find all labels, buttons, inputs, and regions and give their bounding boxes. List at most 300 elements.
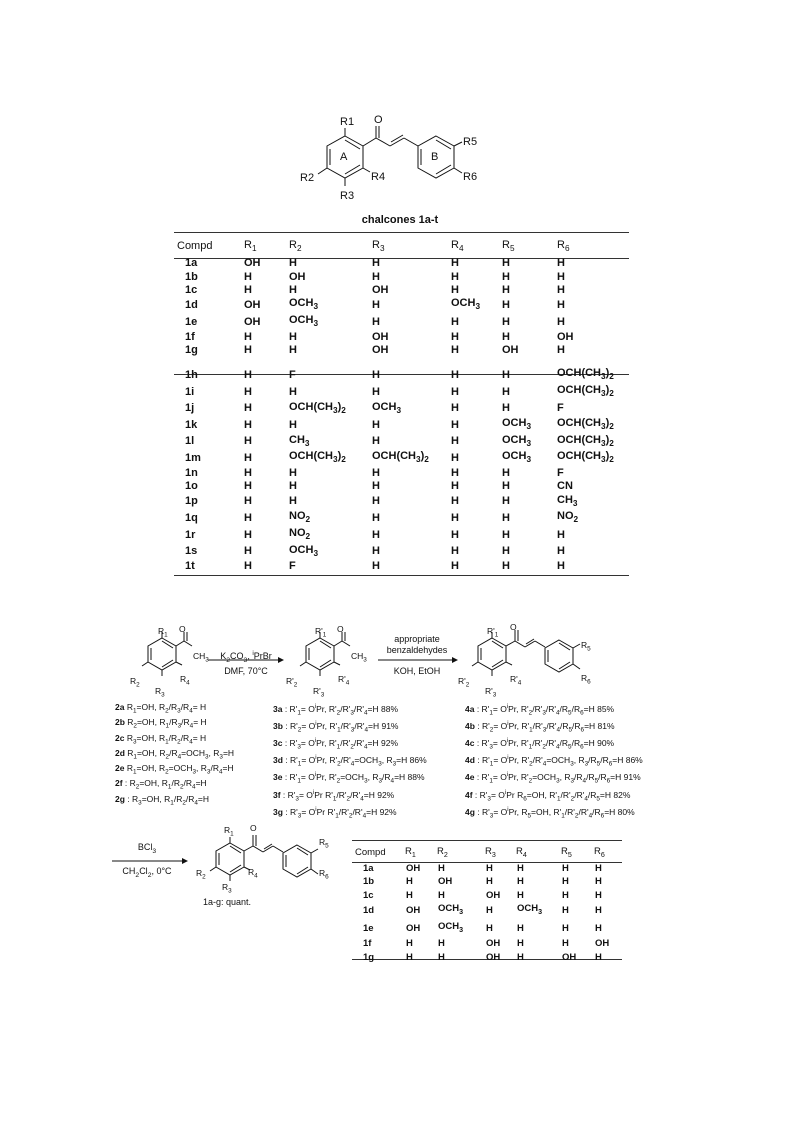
step2-reagents-top-2: benzaldehydes [386,645,448,655]
main-table-cell: H [557,299,565,311]
main-table-cell: H [557,284,565,296]
main-table-cell: H [557,257,565,270]
int-o: O [337,624,344,634]
main-table-row [177,527,632,544]
main-table-row [177,467,632,480]
main-table-cell: H [557,315,565,328]
main-table-cell: 1j [185,402,195,415]
small-table-cell: H [595,862,602,874]
main-table-cell: H [372,299,380,311]
r1-label: R1 [340,116,355,128]
main-table-cell: H [502,560,510,573]
compound-entry: 3a : $R'_1= O^iPr$, $R'_2/R'_3/R'_4=H$ 88% [273,703,399,717]
small-table-row [355,920,619,937]
main-table-cell: H [451,369,459,381]
small-table-cell: 1d [363,905,375,917]
main-table-row [177,417,632,434]
main-table-cell: H [557,528,565,541]
main-table-row [177,434,632,451]
small-table-cell: H [517,922,524,934]
small-table-row [355,862,619,876]
compound-entry: 3g : $R'_3= O^iPr$ $R'_1/R'_2/R'_4=H$ 92% [273,806,397,820]
main-table-cell: 1i [185,385,195,398]
prod-r4: $R_4$ [248,867,258,880]
main-table-cell: OH [244,299,261,311]
main-table-cell: $OCH_3$ [289,543,319,558]
main-table-cell: 1q [185,511,198,524]
small-table-cell: 1e [363,922,374,934]
main-table-row [177,494,632,511]
small-table-top-rule [352,840,622,841]
small-table-col-6: $R_6$ [594,846,605,859]
r5-label: R5 [463,136,478,148]
main-table-cell: H [502,270,510,283]
small-table-cell: H [406,876,413,888]
main-table-cell: H [372,495,380,508]
main-table-cell: H [557,545,565,558]
compound-entry: 2a $R_1=OH$, $R_2/R_3/R_4= H$ [115,702,207,715]
small-table-cell: 1c [363,889,374,901]
main-table-cell: F [557,466,564,479]
main-table-cell: $CH_3$ [289,433,310,448]
main-table-cell: H [557,344,565,356]
compound-entry: 4e : $R'_1= O^iPr$, $R'_2=OCH_3$, $R_3/R_4/R_5/R_6=H$ 91% [465,772,641,785]
main-table-row [177,384,632,401]
main-table-cell: H [502,402,510,415]
main-table-row [177,450,632,467]
main-table-col-2: $R_2$ [289,239,302,254]
small-table-cell: H [517,938,524,950]
main-table-cell: $NO_2$ [557,510,579,525]
main-table-cell: H [502,466,510,479]
main-table-row [177,560,632,573]
main-table-cell: $OCH(CH_3)_2$ [557,417,614,432]
step3-reagents-bottom: $CH_2Cl_2$, 0°C [122,866,172,879]
main-table-cell: 1l [185,435,195,448]
small-table-cell: OH [486,938,501,950]
main-table-cell: 1h [185,369,198,381]
main-table-col-4: $R_4$ [451,239,464,254]
main-table-cell: H [372,545,380,558]
sm-r3: $R_3$ [155,686,165,699]
int-r2: $R'_2$ [286,676,298,689]
small-table-cell: $OCH_3$ [517,903,543,917]
main-table [177,236,632,574]
main-table-row [177,367,632,384]
main-table-cell: $OCH(CH_3)_2$ [289,450,346,465]
sm-r4: $R_4$ [180,674,190,687]
small-table-cell: H [562,922,569,934]
main-table-cell: H [289,418,297,431]
main-table-row [177,297,632,314]
small-table-cell: H [562,876,569,888]
small-table-cell: OH [562,951,577,963]
small-table-cell: OH [406,922,421,934]
main-table-cell: H [502,369,510,381]
step2-reagents-bottom: KOH, EtOH [393,666,441,676]
main-table-cell: H [502,528,510,541]
main-table-cell: H [451,270,459,283]
main-table-cell: OH [289,270,306,283]
main-table-cell: $OCH_3$ [372,400,402,415]
main-table-cell: 1a [185,257,198,270]
step3-reagents-top: BCl$_3$ [137,842,157,855]
small-table-cell: OH [406,905,421,917]
chal-r2: $R'_2$ [458,676,470,689]
main-table-cell: H [289,385,297,398]
small-table-cell: H [517,862,524,874]
small-table-cell: 1g [363,951,375,963]
small-table-cell: OH [595,938,610,950]
main-table-row [177,314,632,331]
main-table-cell: OH [372,330,389,343]
main-table-cell: H [372,560,380,573]
main-table-cell: $OCH_3$ [502,417,532,432]
main-table-cell: $OCH(CH_3)_2$ [289,400,346,415]
main-table-cell: H [502,495,510,508]
main-table-cell: H [502,480,510,493]
main-table-cell: H [244,284,252,296]
main-table-cell: H [451,435,459,448]
main-table-cell: $OCH(CH_3)_2$ [372,450,429,465]
chal-r1: $R'_1$ [487,626,499,639]
compound-entry: 4a : $R'_1= O^iPr$, $R'_2/R'_3/R'_4/R_5/R_6=H$ 85% [465,703,615,717]
main-table-row [177,344,632,357]
main-table-cell: H [557,560,565,573]
main-table-col-5: $R_5$ [502,239,515,254]
main-table-cell: H [244,385,252,398]
main-table-cell: H [244,270,252,283]
compound-entry: 3f : $R'_3= O^iPr$ $R'_1/R'_2/R'_4=H$ 92% [273,789,395,803]
ring-b-label: B [431,151,439,163]
compound-entry: 2e $R_1=OH$, $R_2=OCH_3$, $R_3/R_4=H$ [115,763,234,776]
main-table-cell: H [372,528,380,541]
main-table-cell: H [451,528,459,541]
main-table-col-1: $R_1$ [244,239,257,254]
main-table-cell: H [502,385,510,398]
main-table-cell: $NO_2$ [289,510,311,525]
compound-entry: 4g : $R'_3= O^iPr$, $R_5=OH$, $R'_1/R'_2/R'_4/R_6=H$ 80% [465,806,635,820]
small-table-cell: H [562,889,569,901]
small-table-cell: 1b [363,876,375,888]
compound-entry: 2b $R_2=OH$, $R_1/R_3/R_4= H$ [115,717,207,730]
small-table-cell: H [438,889,445,901]
int-r4: $R'_4$ [338,674,350,687]
main-table-cell: H [372,257,380,270]
int-r3: $R'_3$ [313,686,325,699]
main-table-cell: H [451,480,459,493]
main-table-cell: H [451,418,459,431]
main-table-cell: CN [557,480,573,493]
main-table-cell: H [372,315,380,328]
main-table-cell: $OCH(CH_3)_2$ [557,433,614,448]
main-table-row [177,257,632,270]
small-table-row [355,951,619,965]
prod-r2: $R_2$ [196,868,206,881]
main-table-cell: OH [372,344,389,356]
main-table-cell: H [244,344,252,356]
main-table-row [177,480,632,493]
main-table-cell: H [451,466,459,479]
main-table-cell: H [244,369,252,381]
small-table-cell: OH [486,889,501,901]
main-table-cell: 1c [185,284,198,296]
r3-label: R3 [340,190,355,202]
small-table-cell: $OCH_3$ [438,903,464,917]
compound-entry: 2c $R_3=OH$, $R_1/R_2/R_4= H$ [115,732,207,746]
main-table-cell: H [451,560,459,573]
chal-r3: $R'_3$ [485,686,497,699]
main-table-cell: 1e [185,315,198,328]
main-table-cell: H [451,495,459,508]
ring-a-label: A [340,151,348,163]
small-table-header [355,844,619,862]
main-table-cell: H [289,495,297,508]
main-table-cell: H [451,451,459,464]
main-table-cell: $CH_3$ [557,493,578,508]
small-table [355,844,619,964]
main-table-cell: H [502,284,510,296]
small-table-cell: H [486,905,493,917]
main-table-cell: OH [557,330,574,343]
main-table-cell: H [244,545,252,558]
sm-r1: $R_1$ [158,626,168,639]
small-table-cell: OH [438,876,453,888]
small-table-cell: $OCH_3$ [438,920,464,934]
small-table-cell: H [595,889,602,901]
small-table-cell: H [406,938,413,950]
small-table-cell: 1a [363,862,374,874]
main-table-cell: 1s [185,545,198,558]
main-table-cell: H [451,284,459,296]
prod-r1: $R_1$ [224,825,234,838]
main-table-row [177,510,632,527]
small-table-cell: H [438,862,445,874]
sm-o: O [179,624,186,634]
small-table-cell: H [595,951,602,963]
main-table-cell: H [289,330,297,343]
main-table-cell: $OCH(CH_3)_2$ [557,384,614,399]
main-table-cell: $OCH_3$ [502,450,532,465]
main-table-cell: H [451,330,459,343]
main-table-cell: H [372,480,380,493]
main-table-cell: H [289,480,297,493]
main-table-cell: F [289,560,296,573]
main-table-cell: $OCH_3$ [289,297,319,312]
small-table-cell: H [595,922,602,934]
small-table-col-1: $R_1$ [405,846,416,859]
main-table-col-6: $R_6$ [557,239,570,254]
compound-entry: 4f : $R'_3= O^iPr$ $R_6=OH$, $R'_1/R'_2/R'_4/R_5=H$ 82% [465,789,631,803]
compound-entry: 3e : $R'_1= O^iPr$, $R'_2=OCH_3$, $R_3/R_4=H$ 88% [273,772,425,785]
main-table-cell: H [372,385,380,398]
prod-o: O [250,823,257,833]
small-table-cell: H [595,876,602,888]
main-table-cell: H [244,330,252,343]
main-table-cell: 1m [185,451,201,464]
main-table-cell: H [372,418,380,431]
small-table-cell: H [486,862,493,874]
small-table-row [355,889,619,903]
small-table-cell: OH [486,951,501,963]
main-table-cell: H [244,435,252,448]
main-table-cell: H [502,511,510,524]
main-table-cell: H [451,344,459,356]
main-table-cell: H [289,344,297,356]
main-table-cell: 1p [185,495,198,508]
compound-entry: 2d $R_1=OH$, $R_2/R_4=OCH_3$, $R_3=H$ [115,747,235,761]
main-table-cell: OH [372,284,389,296]
chal-r4: $R'_4$ [510,674,522,687]
small-table-cell: H [562,905,569,917]
main-table-cell: H [372,511,380,524]
prod-r6: $R_6$ [319,868,329,881]
small-table-cell: 1f [363,938,372,950]
small-table-cell: H [486,922,493,934]
main-table-cell: 1r [185,528,196,541]
main-table-cell: OH [244,315,261,328]
main-table-cell: $OCH_3$ [289,314,319,329]
main-table-cell: H [244,451,252,464]
small-table-col-4: $R_4$ [516,846,527,859]
small-table-cell: H [438,951,445,963]
main-table-cell: H [502,257,510,270]
main-table-cell: H [502,545,510,558]
main-table-cell: H [451,315,459,328]
compound-entry: 2g : $R_3=OH$, $R_1/R_2/R_4=H$ [115,793,210,807]
list-4 [465,702,643,822]
compound-entry: 4b : $R'_2= O^iPr$, $R'_1/R'_3/R'_4/R_5/R_6=H$ 81% [465,720,615,734]
main-table-row [177,401,632,418]
main-table-cell: $OCH_3$ [502,433,532,448]
main-table-cell: H [289,466,297,479]
main-table-cell: F [289,369,296,381]
step1-reagents-top: $K_2CO_3$, $^i$PrBr [220,650,272,664]
main-table-cell: H [502,330,510,343]
main-table-cell: F [557,402,564,415]
small-table-cell: H [562,938,569,950]
int-ch3: $CH_3$ [351,651,367,664]
small-table-cell: H [406,951,413,963]
main-table-cell: H [502,299,510,311]
small-table-row [355,937,619,951]
main-table-cell: H [244,495,252,508]
main-table-cell: OH [502,344,519,356]
prod-r5: $R_5$ [319,837,329,850]
small-table-cell: H [406,889,413,901]
main-table-cell: H [244,560,252,573]
main-table-row [177,544,632,561]
small-table-col-2: $R_2$ [437,846,448,859]
main-table-cell: H [372,435,380,448]
main-table-cell: H [244,511,252,524]
main-table-cell: H [244,402,252,415]
small-table-cell: H [438,938,445,950]
main-table-cell: H [451,545,459,558]
main-table-cell: H [289,284,297,296]
main-table-cell: H [244,480,252,493]
small-table-row [355,875,619,889]
product-yield-label: 1a-g: quant. [203,897,252,907]
small-table-cell: H [486,876,493,888]
main-table-cell: $NO_2$ [289,526,311,542]
compound-entry: 2f : $R_2=OH$, $R_1/R_2/R_4=H$ [115,778,207,792]
compound-entry: 3c : $R'_3= O^iPr$, $R'_1/R'_2/R'_4=H$ 92% [273,738,399,751]
main-table-header [177,236,632,257]
main-table-cell: 1n [185,466,198,479]
small-table-row [355,902,619,919]
small-table-cell: H [517,876,524,888]
small-table-col-5: $R_5$ [561,846,572,859]
small-table-cell: H [517,889,524,901]
main-table-cell: H [244,466,252,479]
main-table-col-0: Compd [177,240,213,253]
main-table-cell: 1d [185,299,198,311]
small-table-cell: H [562,862,569,874]
carbonyl-oxygen: O [374,114,383,126]
step1-reagents-bottom: DMF, 70°C [224,666,268,676]
chalcone-general-structure [290,108,520,213]
small-table-cell: OH [406,862,421,874]
main-table-cell: 1t [185,560,195,573]
small-table-cell: H [595,905,602,917]
main-table-row [177,284,632,297]
sm-ch3: $CH_3$ [193,651,209,664]
main-table-cell: 1b [185,270,198,283]
sm-r2: $R_2$ [130,676,140,689]
chal-o: O [510,622,517,632]
main-table-cell: H [244,528,252,541]
main-table-cell: OH [244,257,261,270]
main-table-cell: H [502,315,510,328]
main-table-cell: H [451,257,459,270]
compound-entry: 3b : $R'_2= O^iPr$, $R'_1/R'_3/R'_4=H$ 91% [273,720,399,734]
r2-label: R2 [300,172,315,184]
main-table-row [177,331,632,344]
main-table-cell: H [451,511,459,524]
compound-entry: 3d : $R'_1= O^iPr$, $R'_2/R'_4=OCH_3$, $R_3=H$ 86% [273,755,427,768]
scheme-caption: chalcones 1a-t [361,214,439,226]
r4-label: R4 [371,171,386,183]
list-3 [273,702,427,822]
table-top-rule [174,232,629,233]
main-table-cell: H [451,402,459,415]
main-table-cell: 1g [185,344,198,356]
main-table-cell: H [244,418,252,431]
main-table-cell: 1k [185,418,198,431]
main-table-cell: H [372,466,380,479]
main-table-cell: H [289,257,297,270]
main-table-cell: $OCH(CH_3)_2$ [557,367,614,382]
main-table-cell: H [557,270,565,283]
small-table-col-0: Compd [355,846,386,858]
table-bottom-rule [174,575,629,576]
main-table-cell: 1o [185,480,198,493]
prod-r3: $R_3$ [222,882,232,895]
chal-r6: $R_6$ [581,673,591,686]
r6-label: R6 [463,171,478,183]
list-2 [115,702,234,809]
step2-reagents-top-1: appropriate [394,634,440,644]
compound-entry: 4d : $R'_1= O^iPr$, $R'_2/R'_4=OCH_3$, $R_3/R_5/R_6=H$ 86% [465,755,643,768]
main-table-cell: H [451,385,459,398]
chal-r5: $R_5$ [581,640,591,653]
main-table-col-3: $R_3$ [372,239,385,254]
compound-entry: 4c : $R'_3= O^iPr$, $R'_1/R'_2/R'_4/R_5/R_6=H$ 90% [465,738,615,751]
int-r1: $R'_1$ [315,626,327,639]
main-table-cell: H [372,369,380,381]
small-table-col-3: $R_3$ [485,846,496,859]
